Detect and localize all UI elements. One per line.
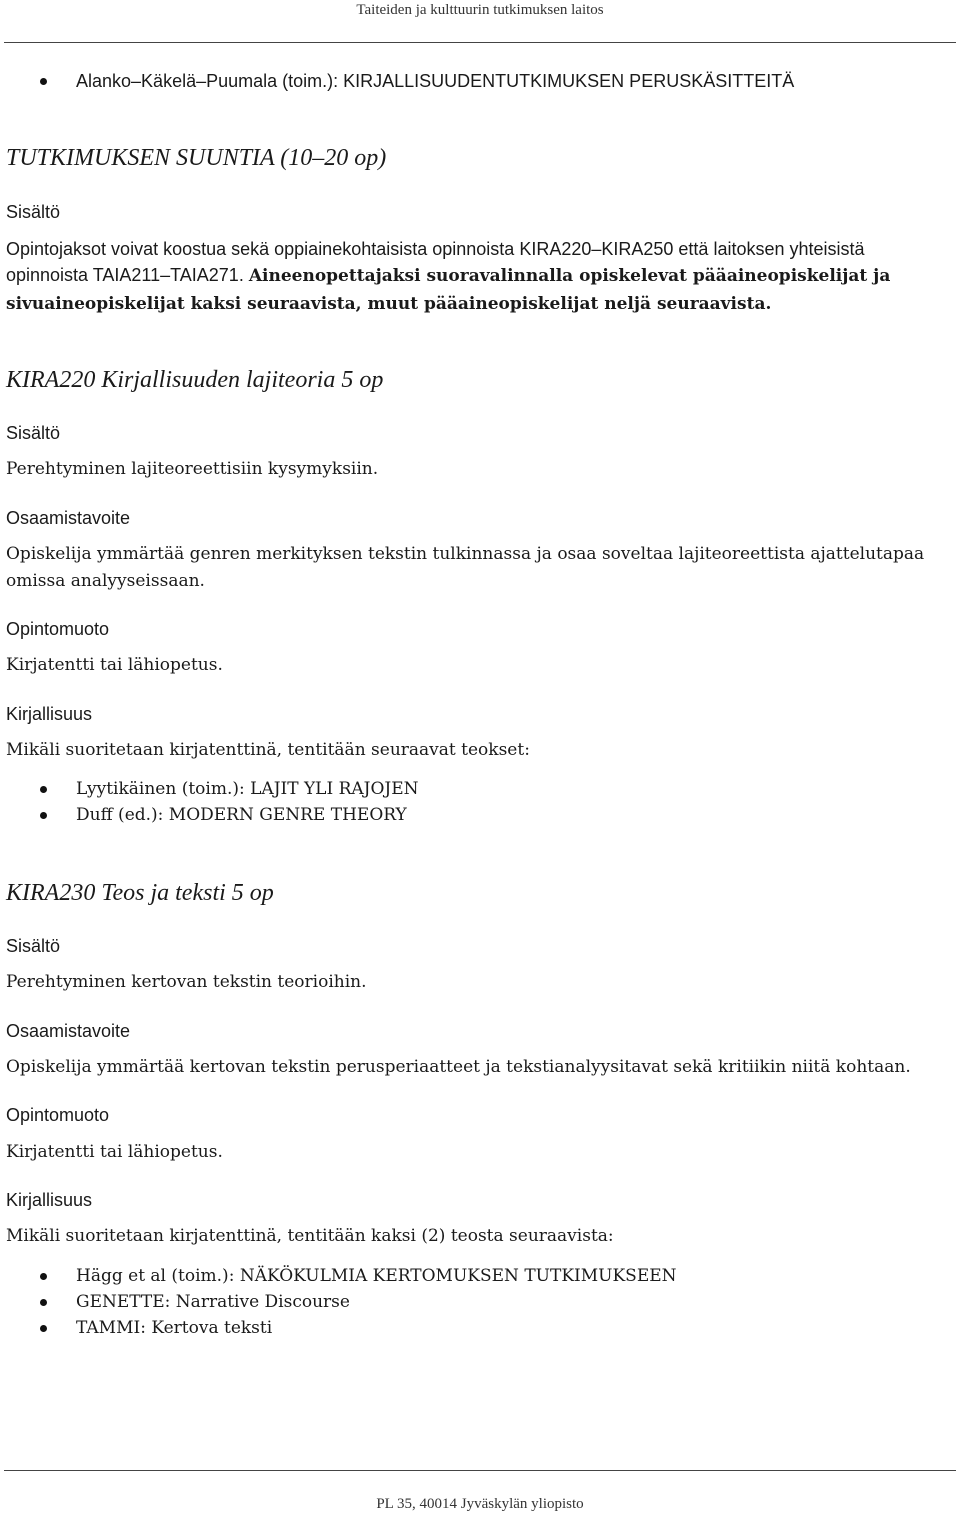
study-mode: Kirjatentti tai lähiopetus.	[6, 1142, 223, 1162]
literature-label: Kirjallisuus	[6, 1190, 93, 1210]
list-item	[0, 802, 419, 828]
book-entry: Duff (ed.): MODERN GENRE THEORY	[76, 805, 407, 825]
book-entry: TAMMI: Kertova teksti	[76, 1318, 273, 1338]
literature-intro: Mikäli suoritetaan kirjatenttinä, tentitään kaksi (2) teosta seuraavista:	[6, 1226, 614, 1246]
list-item	[0, 68, 794, 94]
list-item	[0, 1315, 677, 1341]
outcomes-label: Osaamistavoite	[6, 508, 131, 528]
content-label: Sisältö	[6, 936, 61, 956]
book-entry: Hägg et al (toim.): NÄKÖKULMIA KERTOMUKSEN TUTKIMUKSEEN	[76, 1266, 677, 1286]
content-label: Sisältö	[6, 423, 61, 443]
book-entry: Alanko–Käkelä–Puumala (toim.): KIRJALLISUUDENTUTKIMUKSEN PERUSKÄSITTEITÄ	[76, 71, 795, 91]
book-entry: GENETTE: Narrative Discourse	[76, 1292, 350, 1312]
content-label: Sisältö	[6, 202, 61, 222]
study-mode-label: Opintomuoto	[6, 1105, 110, 1125]
footer-address: PL 35, 40014 Jyväskylän yliopisto	[376, 1496, 584, 1512]
footer-divider	[4, 1470, 956, 1471]
course-content: Perehtyminen lajiteoreettisiin kysymyksiin.	[6, 459, 379, 479]
intro-book-list	[0, 68, 794, 94]
outcomes-label: Osaamistavoite	[6, 1021, 131, 1041]
list-item	[0, 1263, 677, 1289]
literature-label: Kirjallisuus	[6, 704, 93, 724]
book-list	[0, 776, 419, 828]
course-outcomes: Opiskelija ymmärtää genren merkityksen tekstin tulkinnassa ja osaa soveltaa lajiteoreettista ajattelutapaa omissa analyyseissaan.	[6, 544, 925, 591]
course-heading-kira220: KIRA220 Kirjallisuuden lajiteoria 5 op	[6, 367, 384, 393]
bullet-icon	[40, 1299, 47, 1306]
book-list	[0, 1263, 677, 1341]
bullet-icon	[40, 1325, 47, 1332]
list-item	[0, 1289, 677, 1315]
study-mode: Kirjatentti tai lähiopetus.	[6, 655, 223, 675]
section-description-plain: Opintojaksot voivat koostua sekä oppiainekohtaisista opinnoista KIRA220–KIRA250 että laitoksen yhteisistä opinnoista TAIA211–TAIA271.	[6, 239, 865, 285]
literature-intro: Mikäli suoritetaan kirjatenttinä, tentitään seuraavat teokset:	[6, 740, 530, 760]
bullet-icon	[40, 1273, 47, 1280]
department-name: Taiteiden ja kulttuurin tutkimuksen laitos	[356, 2, 604, 18]
section-description	[6, 236, 951, 318]
study-mode-label: Opintomuoto	[6, 619, 110, 639]
bullet-icon	[40, 78, 47, 85]
list-item	[0, 776, 419, 802]
section-heading: TUTKIMUKSEN SUUNTIA (10–20 op)	[6, 145, 387, 171]
bullet-icon	[40, 812, 47, 819]
section-description-bold: Aineenopettajaksi suoravalinnalla opiskelevat pääaineopiskelijat ja sivuaineopiskelijat kaksi seuraavista, muut pääaineopiskelijat neljä seuraavista.	[6, 266, 891, 314]
header-divider	[4, 42, 956, 43]
course-heading-kira230: KIRA230 Teos ja teksti 5 op	[6, 880, 274, 906]
course-content: Perehtyminen kertovan tekstin teorioihin.	[6, 972, 367, 992]
bullet-icon	[40, 786, 47, 793]
course-outcomes: Opiskelija ymmärtää kertovan tekstin perusperiaatteet ja tekstianalyysitavat sekä kritiikin niitä kohtaan.	[6, 1057, 911, 1077]
book-entry: Lyytikäinen (toim.): LAJIT YLI RAJOJEN	[76, 779, 419, 799]
